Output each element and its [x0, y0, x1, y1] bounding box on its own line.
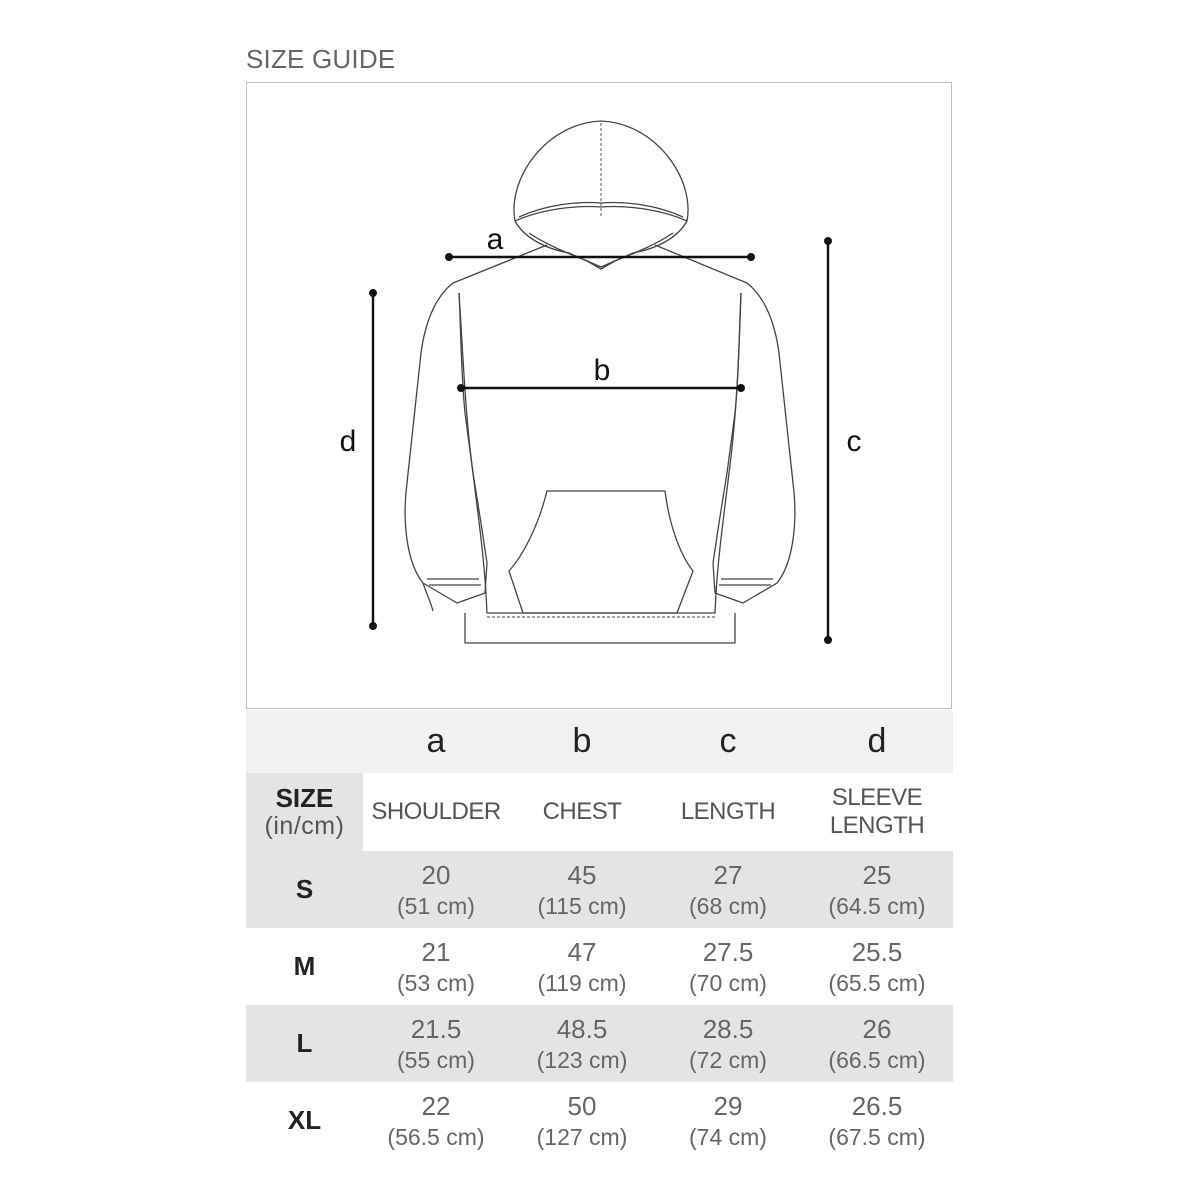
right-sleeve [655, 245, 795, 603]
size-label: L [246, 1005, 363, 1082]
size-label: XL [287, 1105, 322, 1135]
letter-d: d [801, 710, 953, 773]
column-sleeve-length: SLEEVE LENGTH [801, 773, 953, 851]
table-cell: 48.5 (123 cm) [509, 1005, 655, 1082]
size-table [246, 710, 953, 1159]
column-chest: CHEST [509, 773, 655, 851]
table-row [246, 1005, 953, 1082]
label-c: c [846, 425, 862, 458]
waistband [465, 613, 735, 643]
table-cell: 47 (119 cm) [537, 936, 627, 996]
size-label: S [246, 851, 363, 928]
table-cell: 26.5 (67.5 cm) [828, 1090, 926, 1150]
table-cell: 21.5 (55 cm) [363, 1005, 509, 1082]
table-cell: 27 (68 cm) [655, 851, 801, 928]
page-title: SIZE GUIDE [246, 44, 396, 74]
label-b: b [593, 354, 611, 387]
table-cell: 50 (127 cm) [536, 1090, 628, 1150]
letter-c: c [655, 710, 801, 773]
table-cell: 20 (51 cm) [363, 851, 509, 928]
column-shoulder: SHOULDER [363, 773, 509, 851]
table-cell: 21 (53 cm) [397, 936, 475, 996]
label-a: a [486, 223, 504, 256]
column-length: LENGTH [655, 773, 801, 851]
body-outline [459, 293, 741, 613]
label-d: d [339, 425, 357, 458]
hoodie-diagram [246, 82, 952, 709]
letter-a: a [363, 710, 509, 773]
left-sleeve [405, 245, 547, 603]
hoodie-illustration [247, 83, 953, 710]
header-row [246, 773, 953, 851]
kangaroo-pocket [509, 491, 693, 613]
table-cell: 25.5 (65.5 cm) [828, 936, 926, 996]
table-cell: 45 (115 cm) [509, 851, 655, 928]
table-cell: 26 (66.5 cm) [801, 1005, 953, 1082]
letter-b: b [509, 710, 655, 773]
table-cell: 29 (74 cm) [689, 1090, 767, 1150]
table-cell: 22 (56.5 cm) [387, 1090, 485, 1150]
table-cell: 28.5 (72 cm) [655, 1005, 801, 1082]
table-row [246, 928, 953, 1005]
table-cell: 25 (64.5 cm) [801, 851, 953, 928]
table-cell: 27.5 (70 cm) [689, 936, 767, 996]
letter-row [246, 710, 953, 773]
size-label: M [293, 951, 316, 981]
size-header: SIZE (in/cm) [246, 773, 363, 851]
table-row [246, 1082, 953, 1159]
table-row [246, 851, 953, 928]
